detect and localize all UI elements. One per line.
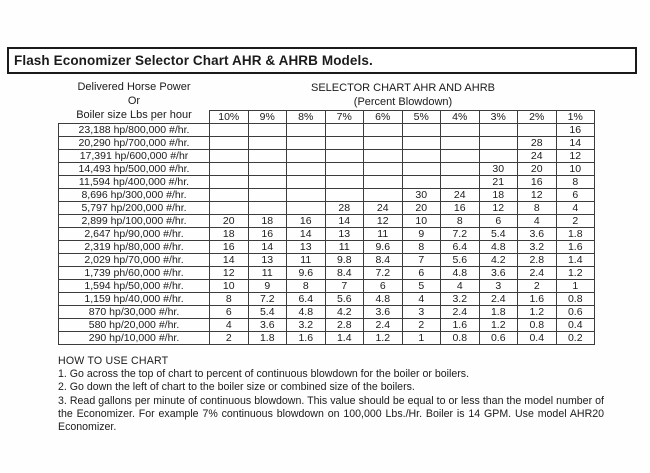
table-row [59, 202, 595, 215]
value-cell: 5.6 [325, 293, 364, 306]
value-cell: 2 [556, 215, 595, 228]
value-cell: 1.2 [364, 332, 403, 345]
value-cell: 8.4 [364, 254, 403, 267]
value-cell [248, 150, 287, 163]
value-cell: 10 [210, 280, 249, 293]
value-cell: 1.6 [518, 293, 557, 306]
value-cell: 6.4 [287, 293, 326, 306]
percent-blowdown-subheading: (Percent Blowdown) [353, 95, 453, 108]
instructions-heading: HOW TO USE CHART [58, 355, 169, 367]
column-axis-header [210, 82, 596, 109]
value-cell: 7.2 [441, 228, 480, 241]
value-cell: 13 [287, 241, 326, 254]
value-cell: 14 [325, 215, 364, 228]
value-cell: 16 [287, 215, 326, 228]
value-cell: 28 [325, 202, 364, 215]
value-cell: 8 [441, 215, 480, 228]
value-cell: 4.2 [325, 306, 364, 319]
value-cell: 3.6 [248, 319, 287, 332]
row-label-cell: 2,029 hp/70,000 #/hr. [59, 254, 210, 267]
row-label-cell: 2,319 hp/80,000 #/hr. [59, 241, 210, 254]
value-cell [441, 124, 480, 137]
table-row [59, 228, 595, 241]
table-row [59, 319, 595, 332]
row-label-cell: 14,493 hp/500,000 #/hr. [59, 163, 210, 176]
value-cell: 18 [479, 189, 518, 202]
value-cell: 0.8 [518, 319, 557, 332]
row-label-cell: 17,391 hp/600,000 #/hr [59, 150, 210, 163]
value-cell: 20 [518, 163, 557, 176]
table-row [59, 189, 595, 202]
value-cell: 6 [210, 306, 249, 319]
page-title: Flash Economizer Selector Chart AHR & AHRB Models. [14, 53, 373, 68]
value-cell [325, 137, 364, 150]
value-cell [287, 137, 326, 150]
value-cell: 7 [325, 280, 364, 293]
table-row [59, 176, 595, 189]
value-cell [364, 124, 403, 137]
value-cell: 1.8 [248, 332, 287, 345]
value-cell [364, 137, 403, 150]
value-cell: 8.4 [325, 267, 364, 280]
value-cell: 6 [364, 280, 403, 293]
value-cell [441, 163, 480, 176]
instruction-step-1: 1. Go across the top of chart to percent of continuous blowdown for the boiler or boilers. [58, 368, 470, 381]
table-row [59, 254, 595, 267]
value-cell [325, 189, 364, 202]
value-cell: 8 [402, 241, 441, 254]
value-cell: 16 [441, 202, 480, 215]
value-cell: 3 [402, 306, 441, 319]
value-cell [325, 150, 364, 163]
value-cell [210, 163, 249, 176]
value-cell: 8 [287, 280, 326, 293]
value-cell: 11 [325, 241, 364, 254]
value-cell: 11 [248, 267, 287, 280]
value-cell [364, 189, 403, 202]
column-header-cell: 6% [364, 111, 403, 124]
value-cell [364, 163, 403, 176]
value-cell: 14 [287, 228, 326, 241]
value-cell: 5.4 [248, 306, 287, 319]
value-cell: 6 [402, 267, 441, 280]
value-cell: 2.4 [518, 267, 557, 280]
value-cell: 12 [556, 150, 595, 163]
column-header-cell: 9% [248, 111, 287, 124]
value-cell: 9.6 [364, 241, 403, 254]
value-cell: 16 [518, 176, 557, 189]
value-cell: 8 [556, 176, 595, 189]
value-cell: 24 [441, 189, 480, 202]
value-cell [287, 163, 326, 176]
value-cell [402, 124, 441, 137]
row-label-cell: 2,647 hp/90,000 #/hr. [59, 228, 210, 241]
value-cell: 4.8 [479, 241, 518, 254]
value-cell: 12 [479, 202, 518, 215]
column-header-cell: 8% [287, 111, 326, 124]
value-cell [210, 124, 249, 137]
value-cell: 2.4 [364, 319, 403, 332]
value-cell: 8 [210, 293, 249, 306]
value-cell: 1.6 [441, 319, 480, 332]
row-label-cell: 1,739 ph/60,000 #/hr. [59, 267, 210, 280]
value-cell: 13 [325, 228, 364, 241]
value-cell: 3.2 [441, 293, 480, 306]
value-cell: 7 [402, 254, 441, 267]
value-cell: 1.8 [556, 228, 595, 241]
value-cell: 10 [556, 163, 595, 176]
row-label-cell: 580 hp/20,000 #/hr. [59, 319, 210, 332]
column-header-cell: 2% [518, 111, 557, 124]
instruction-step-2: 2. Go down the left of chart to the boiler size or combined size of the boilers. [58, 381, 415, 394]
value-cell [441, 137, 480, 150]
table-row [59, 293, 595, 306]
value-cell: 2.4 [441, 306, 480, 319]
table-row [59, 215, 595, 228]
value-cell: 6.4 [441, 241, 480, 254]
value-cell: 5 [402, 280, 441, 293]
value-cell: 1.8 [479, 306, 518, 319]
value-cell: 16 [248, 228, 287, 241]
value-cell [210, 137, 249, 150]
value-cell: 12 [518, 189, 557, 202]
value-cell: 4 [402, 293, 441, 306]
value-cell: 1.6 [556, 241, 595, 254]
value-cell: 14 [556, 137, 595, 150]
value-cell: 7.2 [364, 267, 403, 280]
value-cell [248, 163, 287, 176]
value-cell [402, 176, 441, 189]
value-cell [248, 202, 287, 215]
row-label-cell: 1,594 hp/50,000 #/hr. [59, 280, 210, 293]
value-cell [479, 150, 518, 163]
table-row [59, 124, 595, 137]
value-cell: 0.4 [518, 332, 557, 345]
table-corner-cell [59, 111, 210, 124]
value-cell: 2 [210, 332, 249, 345]
table-row [59, 150, 595, 163]
value-cell: 21 [479, 176, 518, 189]
value-cell [248, 124, 287, 137]
value-cell: 16 [210, 241, 249, 254]
column-header-cell: 5% [402, 111, 441, 124]
value-cell [248, 189, 287, 202]
value-cell: 4 [556, 202, 595, 215]
row-label-cell: 2,899 hp/100,000 #/hr. [59, 215, 210, 228]
value-cell: 30 [479, 163, 518, 176]
value-cell: 2.8 [325, 319, 364, 332]
value-cell: 24 [364, 202, 403, 215]
value-cell: 1.4 [556, 254, 595, 267]
value-cell: 5.6 [441, 254, 480, 267]
value-cell [325, 163, 364, 176]
value-cell: 14 [248, 241, 287, 254]
value-cell: 8 [518, 202, 557, 215]
table-row [59, 267, 595, 280]
value-cell [210, 189, 249, 202]
value-cell [402, 163, 441, 176]
value-cell [287, 189, 326, 202]
table-row [59, 306, 595, 319]
value-cell [364, 150, 403, 163]
value-cell: 4.8 [287, 306, 326, 319]
value-cell: 4.8 [441, 267, 480, 280]
row-label-cell: 5,797 hp/200,000 #/hr. [59, 202, 210, 215]
value-cell [364, 176, 403, 189]
value-cell: 1.4 [325, 332, 364, 345]
row-label-cell: 23,188 hp/800,000 #/hr. [59, 124, 210, 137]
value-cell: 4 [210, 319, 249, 332]
value-cell [210, 176, 249, 189]
value-cell [518, 124, 557, 137]
value-cell: 20 [210, 215, 249, 228]
value-cell: 16 [556, 124, 595, 137]
value-cell: 3.6 [518, 228, 557, 241]
value-cell: 1 [402, 332, 441, 345]
value-cell [402, 150, 441, 163]
value-cell [210, 150, 249, 163]
value-cell: 0.2 [556, 332, 595, 345]
value-cell: 1.2 [556, 267, 595, 280]
value-cell: 20 [402, 202, 441, 215]
value-cell [287, 202, 326, 215]
value-cell: 6 [479, 215, 518, 228]
value-cell: 30 [402, 189, 441, 202]
value-cell: 11 [364, 228, 403, 241]
value-cell: 0.6 [479, 332, 518, 345]
value-cell: 4 [441, 280, 480, 293]
value-cell [210, 202, 249, 215]
value-cell: 2.8 [518, 254, 557, 267]
value-cell: 12 [210, 267, 249, 280]
table-row [59, 280, 595, 293]
row-axis-header-line2: Or [127, 95, 141, 107]
value-cell: 4.8 [364, 293, 403, 306]
row-label-cell: 1,159 hp/40,000 #/hr. [59, 293, 210, 306]
table-row [59, 332, 595, 345]
value-cell: 18 [248, 215, 287, 228]
value-cell [287, 124, 326, 137]
value-cell: 5.4 [479, 228, 518, 241]
row-label-cell: 290 hp/10,000 #/hr. [59, 332, 210, 345]
value-cell: 9.6 [287, 267, 326, 280]
table-header-row [59, 111, 595, 124]
value-cell [287, 176, 326, 189]
value-cell: 18 [210, 228, 249, 241]
value-cell: 1.6 [287, 332, 326, 345]
column-header-cell: 3% [479, 111, 518, 124]
row-axis-header-line3: Boiler size Lbs per hour [76, 109, 192, 121]
value-cell: 3 [479, 280, 518, 293]
value-cell [479, 124, 518, 137]
instructions-block [58, 355, 604, 434]
value-cell: 9 [402, 228, 441, 241]
value-cell: 0.8 [556, 293, 595, 306]
value-cell: 13 [248, 254, 287, 267]
table-row [59, 163, 595, 176]
value-cell [287, 150, 326, 163]
value-cell: 28 [518, 137, 557, 150]
value-cell: 3.6 [364, 306, 403, 319]
value-cell [325, 176, 364, 189]
value-cell: 2 [402, 319, 441, 332]
value-cell: 1 [556, 280, 595, 293]
title-box [7, 47, 637, 74]
value-cell: 3.2 [518, 241, 557, 254]
column-header-cell: 10% [210, 111, 249, 124]
value-cell: 1.2 [479, 319, 518, 332]
value-cell: 24 [518, 150, 557, 163]
table-row [59, 137, 595, 150]
value-cell: 3.2 [287, 319, 326, 332]
value-cell: 9 [248, 280, 287, 293]
value-cell: 12 [364, 215, 403, 228]
row-label-cell: 20,290 hp/700,000 #/hr. [59, 137, 210, 150]
value-cell [441, 176, 480, 189]
column-header-cell: 4% [441, 111, 480, 124]
selector-table [58, 110, 595, 345]
value-cell [325, 124, 364, 137]
selector-chart-heading: SELECTOR CHART AHR AND AHRB [311, 82, 495, 94]
row-label-cell: 11,594 hp/400,000 #/hr. [59, 176, 210, 189]
value-cell: 9.8 [325, 254, 364, 267]
value-cell [441, 150, 480, 163]
value-cell [479, 137, 518, 150]
value-cell: 4 [518, 215, 557, 228]
value-cell: 7.2 [248, 293, 287, 306]
instruction-step-3: 3. Read gallons per minute of continuous blowdown. This value should be equal to or less than the model number of the Economizer. For example 7% continuous blowdown on 100,000 Lbs./Hr. Boiler is 14 GPM. Use model AHR20 Economizer. [58, 394, 604, 434]
value-cell: 2.4 [479, 293, 518, 306]
value-cell: 0.6 [556, 306, 595, 319]
value-cell: 2 [518, 280, 557, 293]
value-cell [402, 137, 441, 150]
value-cell: 3.6 [479, 267, 518, 280]
value-cell: 4.2 [479, 254, 518, 267]
column-header-cell: 1% [556, 111, 595, 124]
value-cell: 1.2 [518, 306, 557, 319]
value-cell: 11 [287, 254, 326, 267]
value-cell: 0.4 [556, 319, 595, 332]
table-row [59, 241, 595, 254]
value-cell: 14 [210, 254, 249, 267]
column-header-cell: 7% [325, 111, 364, 124]
value-cell: 0.8 [441, 332, 480, 345]
value-cell: 10 [402, 215, 441, 228]
value-cell [248, 176, 287, 189]
row-label-cell: 8,696 hp/300,000 #/hr. [59, 189, 210, 202]
row-axis-header-line1: Delivered Horse Power [77, 81, 191, 93]
row-label-cell: 870 hp/30,000 #/hr. [59, 306, 210, 319]
value-cell: 6 [556, 189, 595, 202]
value-cell [248, 137, 287, 150]
